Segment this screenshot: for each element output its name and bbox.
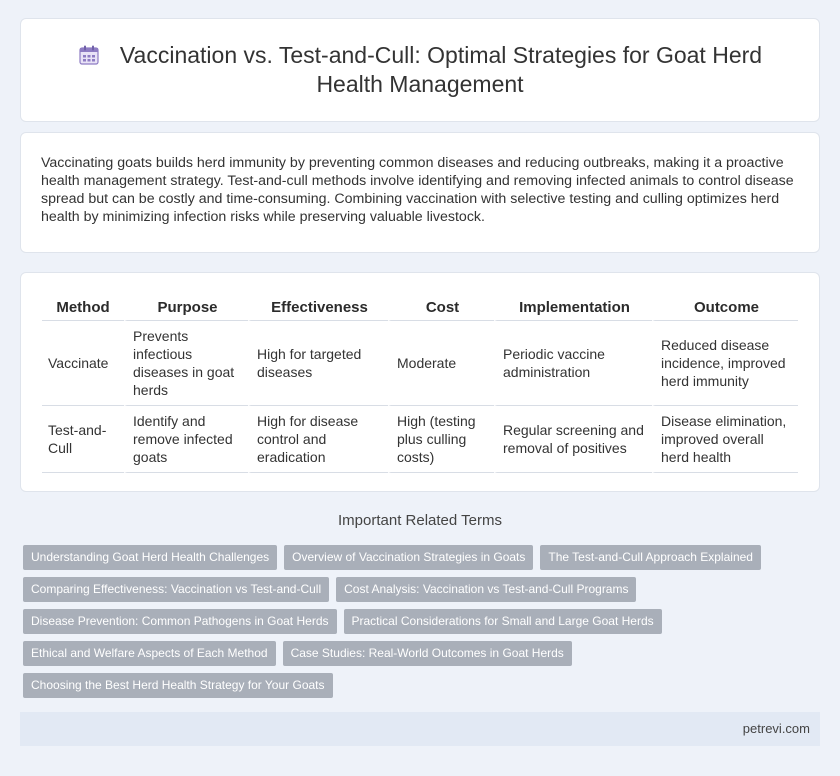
intro-card — [20, 132, 820, 253]
table-row — [42, 406, 798, 473]
table-cell: Test-and-Cull — [42, 406, 124, 473]
table-cell: Disease elimination, improved overall herd health — [652, 406, 798, 473]
tag-row — [23, 545, 813, 570]
header-purpose: Purpose — [124, 295, 248, 321]
title-card — [20, 18, 820, 122]
related-terms-list — [23, 545, 813, 705]
comparison-table — [42, 295, 798, 473]
tag-row — [23, 577, 813, 602]
related-term-link[interactable]: Overview of Vaccination Strategies in Goats — [284, 545, 533, 570]
related-term-link[interactable]: Practical Considerations for Small and Large Goat Herds — [344, 609, 662, 634]
table-cell: Vaccinate — [42, 321, 124, 406]
tag-row — [23, 641, 813, 666]
table-cell: High for targeted diseases — [248, 321, 388, 406]
header-method: Method — [42, 295, 124, 321]
header-cost: Cost — [388, 295, 494, 321]
table-cell: Prevents infectious diseases in goat herds — [124, 321, 248, 406]
tag-row — [23, 609, 813, 634]
table-cell: High (testing plus culling costs) — [388, 406, 494, 473]
related-term-link[interactable]: The Test-and-Cull Approach Explained — [540, 545, 761, 570]
page-title-wrap — [61, 41, 779, 99]
table-header-row — [42, 295, 798, 321]
related-term-link[interactable]: Choosing the Best Herd Health Strategy for Your Goats — [23, 673, 333, 698]
header-outcome: Outcome — [652, 295, 798, 321]
related-terms-title: Important Related Terms — [338, 512, 502, 529]
related-term-link[interactable]: Comparing Effectiveness: Vaccination vs Test-and-Cull — [23, 577, 329, 602]
header-implementation: Implementation — [494, 295, 652, 321]
table-cell: High for disease control and eradication — [248, 406, 388, 473]
related-term-link[interactable]: Ethical and Welfare Aspects of Each Method — [23, 641, 276, 666]
table-row — [42, 321, 798, 406]
related-term-link[interactable]: Cost Analysis: Vaccination vs Test-and-Cull Programs — [336, 577, 636, 602]
table-cell: Moderate — [388, 321, 494, 406]
header-effectiveness: Effectiveness — [248, 295, 388, 321]
footer — [20, 712, 820, 746]
footer-site-link[interactable]: petrevi.com — [742, 721, 810, 736]
calendar-icon — [78, 44, 100, 66]
table-cell: Periodic vaccine administration — [494, 321, 652, 406]
table-cell: Reduced disease incidence, improved herd immunity — [652, 321, 798, 406]
intro-paragraph: Vaccinating goats builds herd immunity by preventing common diseases and reducing outbreaks, making it a proactive health management strategy. Test-and-cull methods involve identifying and removing infected animals to control disease spread but can be costly and time-consuming. Combining vaccination with selective testing and culling optimizes herd health by minimizing infection risks while preserving valuable livestock. — [41, 155, 794, 225]
table-cell: Identify and remove infected goats — [124, 406, 248, 473]
table-cell: Regular screening and removal of positives — [494, 406, 652, 473]
related-term-link[interactable]: Understanding Goat Herd Health Challenges — [23, 545, 277, 570]
page-title: Vaccination vs. Test-and-Cull: Optimal Strategies for Goat Herd Health Management — [119, 42, 763, 97]
tag-row — [23, 673, 813, 698]
related-term-link[interactable]: Disease Prevention: Common Pathogens in Goat Herds — [23, 609, 337, 634]
related-term-link[interactable]: Case Studies: Real-World Outcomes in Goat Herds — [283, 641, 572, 666]
table-card — [20, 272, 820, 492]
